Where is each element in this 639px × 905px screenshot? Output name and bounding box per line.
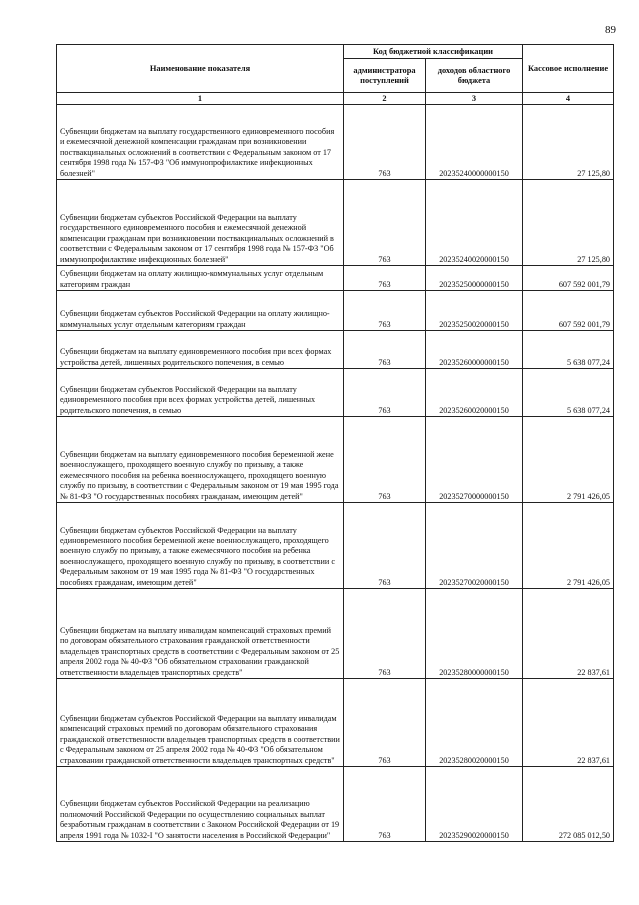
table-row [57, 369, 614, 417]
row-admin: 763 [344, 105, 426, 180]
row-amount: 27 125,80 [523, 180, 614, 266]
header-cash-execution: Кассовое исполнение [523, 45, 614, 93]
row-code: 20235240000000150 [426, 105, 523, 180]
row-admin: 763 [344, 589, 426, 679]
row-name: Субвенции бюджетам на выплату единовременного пособия при всех формах устройства детей, лишенных родительского попечения, в семью [57, 331, 344, 369]
table-row [57, 767, 614, 842]
row-amount: 22 837,61 [523, 679, 614, 767]
row-amount: 2 791 426,05 [523, 503, 614, 589]
header-col-number: 4 [523, 93, 614, 105]
row-admin: 763 [344, 679, 426, 767]
row-amount: 5 638 077,24 [523, 369, 614, 417]
row-name: Субвенции бюджетам субъектов Российской Федерации на выплату единовременного пособия при всех формах устройства детей, лишенных родительского попечения, в семью [57, 369, 344, 417]
row-amount: 5 638 077,24 [523, 331, 614, 369]
row-amount: 607 592 001,79 [523, 266, 614, 291]
row-amount: 607 592 001,79 [523, 291, 614, 331]
row-amount: 272 085 012,50 [523, 767, 614, 842]
header-col-number: 2 [344, 93, 426, 105]
row-name: Субвенции бюджетам на выплату государственного единовременного пособия и ежемесячной денежной компенсации гражданам при возникновении поствакцинальных осложнений в соответствии с Федеральным законом от 17 сентября 1998 года № 157-ФЗ "Об иммунопрофилактике инфекционных болезней" [57, 105, 344, 180]
row-code: 20235250020000150 [426, 291, 523, 331]
header-col-number: 3 [426, 93, 523, 105]
row-admin: 763 [344, 417, 426, 503]
row-code: 20235280000000150 [426, 589, 523, 679]
row-code: 20235270020000150 [426, 503, 523, 589]
row-code: 20235260000000150 [426, 331, 523, 369]
row-admin: 763 [344, 767, 426, 842]
row-amount: 27 125,80 [523, 105, 614, 180]
header-administrator: администратора поступлений [344, 59, 426, 93]
table-row [57, 180, 614, 266]
row-admin: 763 [344, 369, 426, 417]
row-code: 20235250000000150 [426, 266, 523, 291]
table-row [57, 266, 614, 291]
page-number: 89 [605, 24, 616, 36]
row-amount: 22 837,61 [523, 589, 614, 679]
row-name: Субвенции бюджетам субъектов Российской Федерации на выплату инвалидам компенсаций страховых премий по договорам обязательного страхования гражданской ответственности владельцев транспортных средств в соответствии с Федеральным законом от 25 апреля 2002 года № 40-ФЗ "Об обязательном страховании гражданской ответственности владельцев транспортных средств" [57, 679, 344, 767]
table-row [57, 503, 614, 589]
row-amount: 2 791 426,05 [523, 417, 614, 503]
table-row [57, 291, 614, 331]
budget-revenue-table [56, 44, 614, 842]
row-name: Субвенции бюджетам субъектов Российской Федерации на выплату государственного единовременного пособия и ежемесячной денежной компенсации гражданам при возникновении поствакцинальных осложнений в соответствии с Федеральным законом от 17 сентября 1998 года № 157-ФЗ "Об иммунопрофилактике инфекционных болезней" [57, 180, 344, 266]
row-code: 20235290020000150 [426, 767, 523, 842]
row-name: Субвенции бюджетам на оплату жилищно-коммунальных услуг отдельным категориям граждан [57, 266, 344, 291]
row-code: 20235260020000150 [426, 369, 523, 417]
row-admin: 763 [344, 503, 426, 589]
row-admin: 763 [344, 291, 426, 331]
table-row [57, 331, 614, 369]
row-code: 20235280020000150 [426, 679, 523, 767]
row-code: 20235270000000150 [426, 417, 523, 503]
table-row [57, 105, 614, 180]
row-name: Субвенции бюджетам субъектов Российской Федерации на оплату жилищно-коммунальных услуг отдельным категориям граждан [57, 291, 344, 331]
table-row [57, 589, 614, 679]
header-revenues: доходов областного бюджета [426, 59, 523, 93]
table-row [57, 417, 614, 503]
row-admin: 763 [344, 266, 426, 291]
row-name: Субвенции бюджетам на выплату инвалидам компенсаций страховых премий по договорам обязательного страхования гражданской ответственности владельцев транспортных средств в соответствии с Федеральным законом от 25 апреля 2002 года № 40-ФЗ "Об обязательном страховании гражданской ответственности владельцев транспортных средств" [57, 589, 344, 679]
header-budget-code: Код бюджетной классификации [344, 45, 523, 59]
row-name: Субвенции бюджетам субъектов Российской Федерации на реализацию полномочий Российской Федерации по осуществлению социальных выплат безработным гражданам в соответствии с Законом Российской Федерации от 19 апреля 1991 года № 1032-I "О занятости населения в Российской Федерации" [57, 767, 344, 842]
table-row [57, 679, 614, 767]
row-code: 20235240020000150 [426, 180, 523, 266]
header-col-number: 1 [57, 93, 344, 105]
header-indicator-name: Наименование показателя [57, 45, 344, 93]
row-name: Субвенции бюджетам субъектов Российской Федерации на выплату единовременного пособия беременной жене военнослужащего, проходящего военную службу по призыву, а также ежемесячного пособия на ребенка военнослужащего, проходящего военную службу по призыву, в соответствии с Федеральным законом от 19 мая 1995 года № 81-ФЗ "О государственных пособиях гражданам, имеющим детей" [57, 503, 344, 589]
row-admin: 763 [344, 180, 426, 266]
row-admin: 763 [344, 331, 426, 369]
table-header [57, 45, 614, 105]
row-name: Субвенции бюджетам на выплату единовременного пособия беременной жене военнослужащего, проходящего военную службу по призыву, а также ежемесячного пособия на ребенка военнослужащего, проходящего военную службу по призыву, в соответствии с Федеральным законом от 19 мая 1995 года № 81-ФЗ "О государственных пособиях гражданам, имеющим детей" [57, 417, 344, 503]
